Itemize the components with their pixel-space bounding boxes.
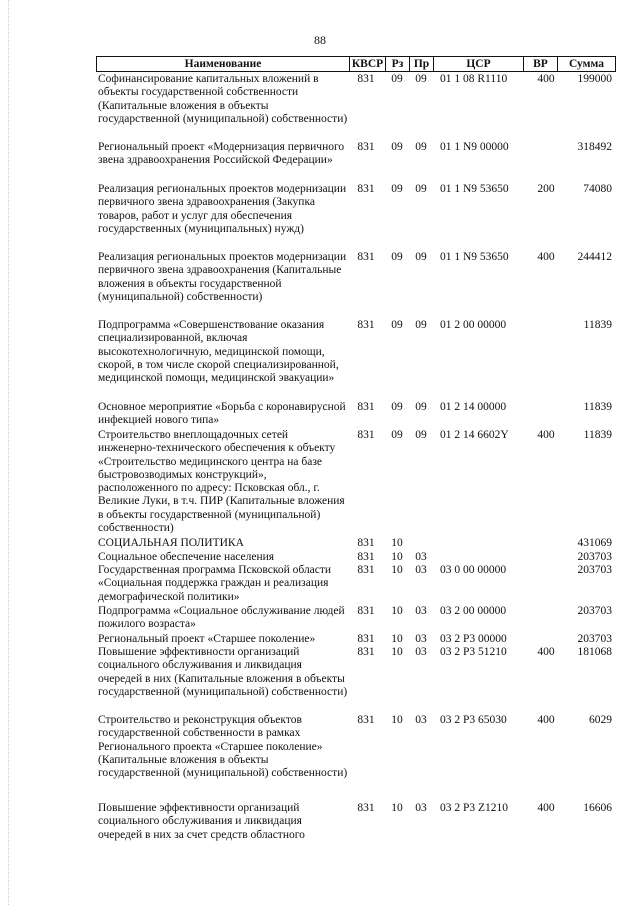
row-kvsr: 831 xyxy=(357,646,375,658)
scan-margin-line xyxy=(8,0,9,905)
row-csr: 01 2 14 00000 xyxy=(440,401,507,413)
row-sum: 6029 xyxy=(589,714,612,726)
row-pr: 03 xyxy=(415,802,427,814)
header-name: Наименование xyxy=(184,58,262,70)
row-sum: 199000 xyxy=(577,73,612,85)
row-rz: 09 xyxy=(391,429,403,441)
row-rz: 10 xyxy=(391,714,403,726)
row-name: СОЦИАЛЬНАЯ ПОЛИТИКА xyxy=(98,537,244,549)
row-sum: 11839 xyxy=(583,429,612,441)
row-rz: 10 xyxy=(391,646,403,658)
row-rz: 10 xyxy=(391,633,403,645)
row-vr: 400 xyxy=(537,251,555,263)
row-rz: 09 xyxy=(391,251,403,263)
row-kvsr: 831 xyxy=(357,564,375,576)
budget-table xyxy=(96,56,616,841)
header-rz: Рз xyxy=(385,57,409,71)
row-pr: 09 xyxy=(415,141,427,153)
row-kvsr: 831 xyxy=(357,537,375,549)
row-sum: 244412 xyxy=(577,251,612,263)
row-rz: 09 xyxy=(391,401,403,413)
row-vr: 400 xyxy=(537,646,555,658)
row-sum: 16606 xyxy=(583,802,612,814)
row-pr: 03 xyxy=(415,551,427,563)
row-csr: 03 2 P3 00000 xyxy=(440,633,507,645)
row-kvsr: 831 xyxy=(357,802,375,814)
row-name: Подпрограмма «Совершенствование оказания специализированной, включая высокотехнологичную, медицинской помощи, скорой, в том числе скорой специализированной, медицинской помощи, медицинской эвакуации» xyxy=(98,319,339,385)
row-sum: 181068 xyxy=(577,646,612,658)
header-csr: ЦСР xyxy=(433,57,523,71)
row-name: Государственная программа Псковской области «Социальная поддержка граждан и реализация демографической политики» xyxy=(98,564,332,603)
row-sum: 431069 xyxy=(577,537,612,549)
row-pr: 09 xyxy=(415,73,427,85)
row-name: Реализация региональных проектов модернизации первичного звена здравоохранения (Капитальные вложения в объекты государственной (муниципальной) собственности) xyxy=(98,251,347,303)
row-csr: 03 2 P3 51210 xyxy=(440,646,507,658)
row-rz: 10 xyxy=(391,551,403,563)
row-vr: 200 xyxy=(537,183,555,195)
row-kvsr: 831 xyxy=(357,401,375,413)
row-rz: 10 xyxy=(391,564,403,576)
row-kvsr: 831 xyxy=(357,633,375,645)
row-kvsr: 831 xyxy=(357,251,375,263)
row-rz: 10 xyxy=(391,605,403,617)
row-kvsr: 831 xyxy=(357,141,375,153)
row-csr: 03 0 00 00000 xyxy=(440,564,507,576)
row-csr: 03 2 P3 65030 xyxy=(440,714,507,726)
row-kvsr: 831 xyxy=(357,714,375,726)
row-sum: 203703 xyxy=(577,564,612,576)
header-kvsr: КВСР xyxy=(349,57,385,71)
row-pr: 09 xyxy=(415,183,427,195)
row-name: Региональный проект «Старшее поколение» xyxy=(98,633,316,645)
row-pr: 09 xyxy=(415,319,427,331)
row-csr: 01 1 N9 53650 xyxy=(440,183,509,195)
row-kvsr: 831 xyxy=(357,73,375,85)
row-name: Строительство и реконструкция объектов государственной собственности в рамках Регионального проекта «Старшее поколение» (Капитальные вложения в объекты государственной (муниципальной) собственности) xyxy=(98,714,348,780)
row-name: Повышение эффективности организаций социального обслуживания и ликвидация очередей в них за счет средств областного xyxy=(98,802,305,841)
row-sum: 74080 xyxy=(583,183,612,195)
row-vr: 400 xyxy=(537,429,555,441)
row-csr: 01 2 14 6602Y xyxy=(440,429,509,441)
row-sum: 11839 xyxy=(583,401,612,413)
row-name: Софинансирование капитальных вложений в объекты государственной собственности (Капитальные вложения в объекты государственной (муниципальной) собственности) xyxy=(98,73,348,125)
header-vr: ВР xyxy=(523,57,557,71)
header-pr: Пр xyxy=(409,57,433,71)
row-sum: 203703 xyxy=(577,605,612,617)
row-pr: 03 xyxy=(415,564,427,576)
row-name: Строительство внеплощадочных сетей инженерно-технического обеспечения к объекту «Строительство медицинского центра на базе быстровозводимых конструкций», расположенного по адресу: Псковская обл., г. Великие Луки, в т.ч. ПИР (Капитальные вложения в объекты государственной (муниципальной) собственности) xyxy=(98,429,345,535)
row-name: Повышение эффективности организаций социального обслуживания и ликвидация очередей в них (Капитальные вложения в объекты государственной (муниципальной) собственности) xyxy=(98,646,348,698)
row-kvsr: 831 xyxy=(357,429,375,441)
row-vr: 400 xyxy=(537,73,555,85)
row-sum: 203703 xyxy=(577,551,612,563)
row-csr: 03 2 P3 Z1210 xyxy=(440,802,509,814)
row-csr: 03 2 00 00000 xyxy=(440,605,507,617)
page-number: 88 xyxy=(314,33,326,47)
row-pr: 03 xyxy=(415,605,427,617)
row-rz: 09 xyxy=(391,141,403,153)
row-pr: 09 xyxy=(415,429,427,441)
row-csr: 01 1 N9 53650 xyxy=(440,251,509,263)
row-rz: 10 xyxy=(391,537,403,549)
row-pr: 03 xyxy=(415,714,427,726)
row-sum: 203703 xyxy=(577,633,612,645)
row-kvsr: 831 xyxy=(357,605,375,617)
row-pr: 03 xyxy=(415,646,427,658)
row-rz: 09 xyxy=(391,319,403,331)
row-name: Подпрограмма «Социальное обслуживание людей пожилого возраста» xyxy=(98,605,345,631)
header-sum: Сумма xyxy=(557,57,615,71)
row-pr: 03 xyxy=(415,633,427,645)
row-kvsr: 831 xyxy=(357,551,375,563)
row-vr: 400 xyxy=(537,802,555,814)
row-csr: 01 2 00 00000 xyxy=(440,319,507,331)
row-csr: 01 1 N9 00000 xyxy=(440,141,509,153)
row-name: Основное мероприятие «Борьба с коронавирусной инфекцией нового типа» xyxy=(98,401,346,427)
row-pr: 09 xyxy=(415,251,427,263)
row-rz: 09 xyxy=(391,183,403,195)
row-rz: 09 xyxy=(391,73,403,85)
row-sum: 318492 xyxy=(577,141,612,153)
row-name: Социальное обеспечение населения xyxy=(98,551,275,563)
row-sum: 11839 xyxy=(583,319,612,331)
row-name: Реализация региональных проектов модернизации первичного звена здравоохранения (Закупка товаров, работ и услуг для обеспечения государственных (муниципальных) нужд) xyxy=(98,183,347,235)
row-csr: 01 1 08 R1110 xyxy=(440,73,508,85)
row-vr: 400 xyxy=(537,714,555,726)
row-rz: 10 xyxy=(391,802,403,814)
row-pr: 09 xyxy=(415,401,427,413)
row-name: Региональный проект «Модернизация первичного звена здравоохранения Российской Федерации» xyxy=(98,141,345,167)
table-header xyxy=(96,56,616,72)
row-kvsr: 831 xyxy=(357,319,375,331)
row-kvsr: 831 xyxy=(357,183,375,195)
